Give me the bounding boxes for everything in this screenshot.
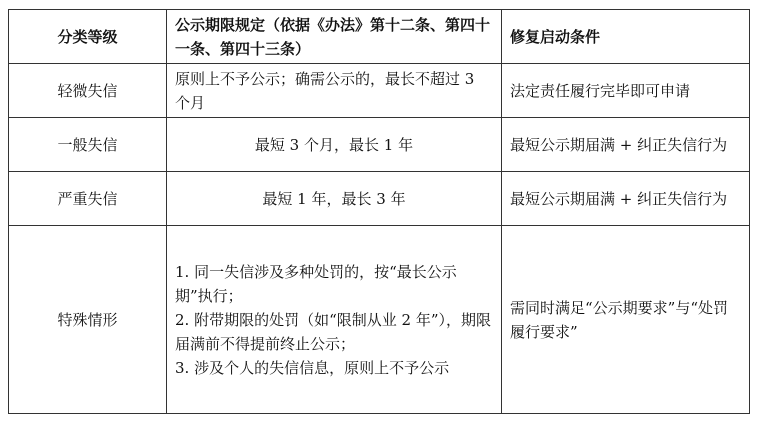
table-row xyxy=(9,172,750,226)
period-item: 2. 附带期限的处罚（如“限制从业 2 年”），期限届满前不得提前终止公示； xyxy=(175,310,491,353)
period-cell: 最短 1 年，最长 3 年 xyxy=(167,172,502,226)
level-cell: 特殊情形 xyxy=(9,226,167,414)
table-row xyxy=(9,64,750,118)
header-level: 分类等级 xyxy=(9,10,167,64)
header-condition: 修复启动条件 xyxy=(502,10,750,64)
period-cell: 原则上不予公示；确需公示的，最长不超过 3 个月 xyxy=(167,64,502,118)
level-cell: 严重失信 xyxy=(9,172,167,226)
period-cell: 最短 3 个月，最长 1 年 xyxy=(167,118,502,172)
condition-cell: 最短公示期届满 + 纠正失信行为 xyxy=(502,172,750,226)
table-row xyxy=(9,118,750,172)
table-header-row xyxy=(9,10,750,64)
period-item: 1. 同一失信涉及多种处罚的，按“最长公示期”执行； xyxy=(175,262,457,305)
level-cell: 一般失信 xyxy=(9,118,167,172)
condition-cell: 最短公示期届满 + 纠正失信行为 xyxy=(502,118,750,172)
table-row xyxy=(9,226,750,414)
condition-cell: 需同时满足“公示期要求”与“处罚履行要求” xyxy=(502,226,750,414)
period-cell xyxy=(167,226,502,414)
header-period: 公示期限规定（依据《办法》第十二条、第四十一条、第四十三条） xyxy=(167,10,502,64)
condition-cell: 法定责任履行完毕即可申请 xyxy=(502,64,750,118)
period-item: 3. 涉及个人的失信信息，原则上不予公示 xyxy=(175,358,450,377)
credit-repair-table xyxy=(8,9,750,414)
level-cell: 轻微失信 xyxy=(9,64,167,118)
